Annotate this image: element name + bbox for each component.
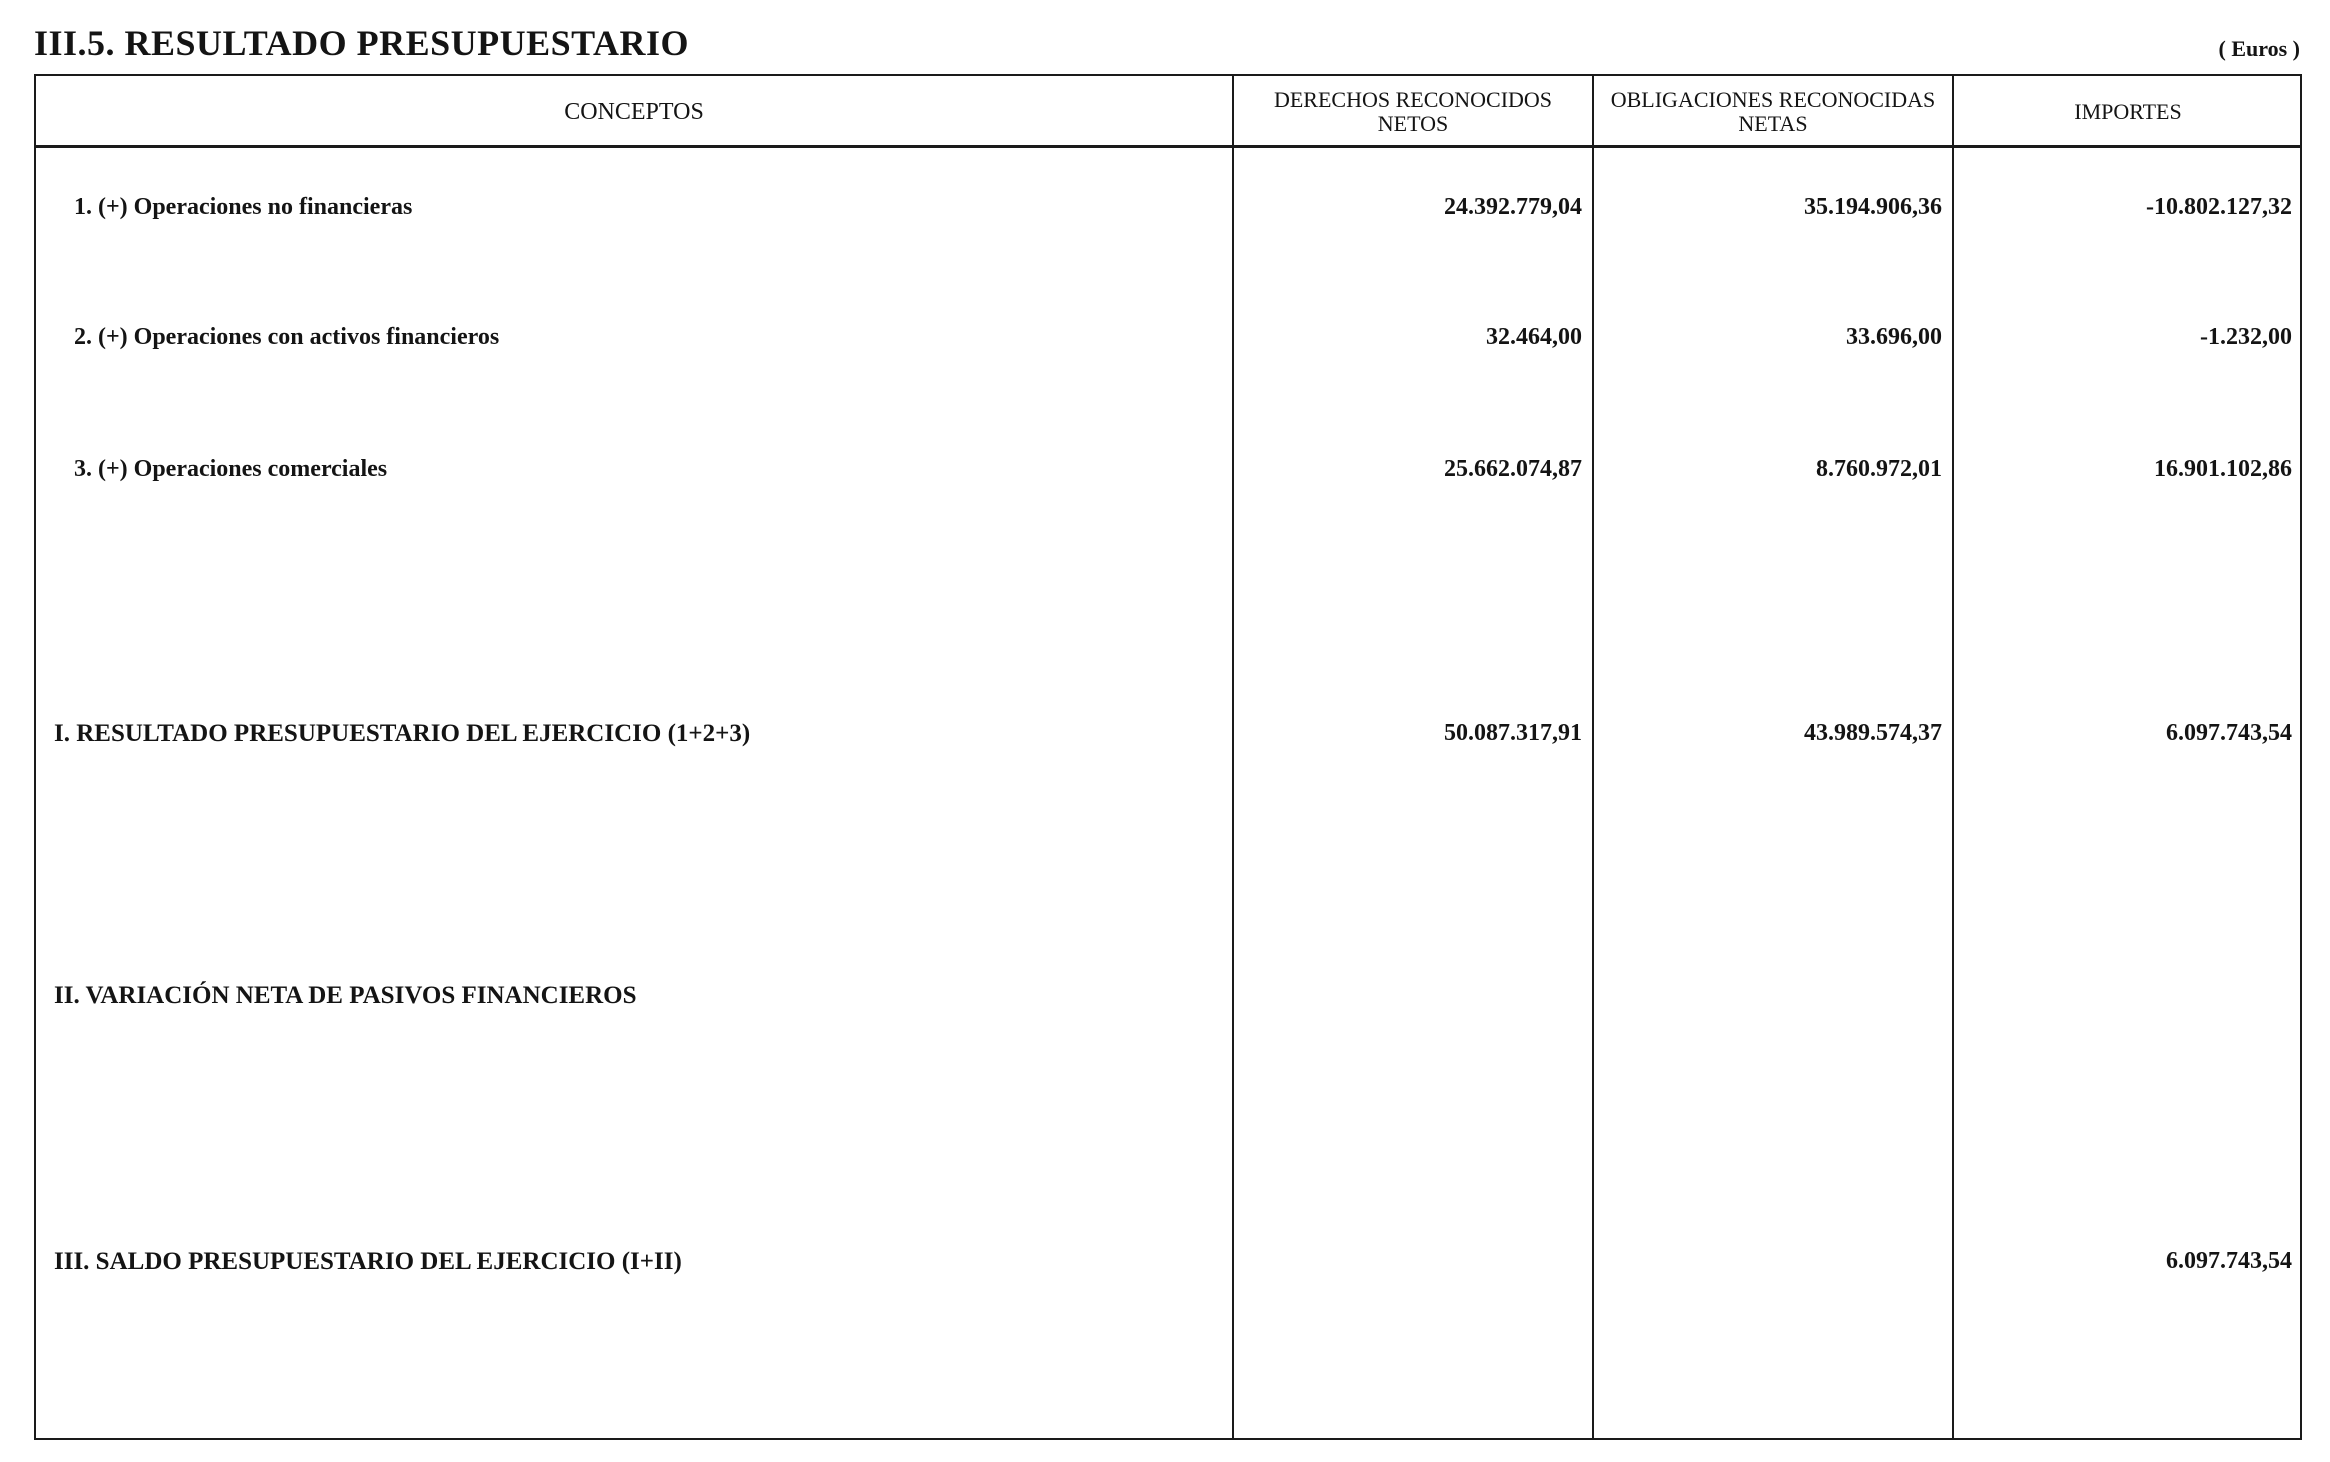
- concept-label: III. SALDO PRESUPUESTARIO DEL EJERCICIO (I+II): [54, 1248, 682, 1275]
- concept-label: 3. (+) Operaciones comerciales: [74, 456, 388, 482]
- column-header-derechos: [1234, 76, 1592, 148]
- table-row-total: [36, 1248, 2300, 1288]
- concept-label: I. RESULTADO PRESUPUESTARIO DEL EJERCICIO (1+2+3): [54, 720, 751, 747]
- obligaciones-value: 8.760.972,01: [1816, 456, 1942, 482]
- concept-label: 2. (+) Operaciones con activos financieros: [74, 324, 500, 350]
- importe-value: -10.802.127,32: [2146, 194, 2292, 220]
- table-row: [36, 324, 2300, 364]
- obligaciones-value: 35.194.906,36: [1804, 194, 1942, 220]
- importe-value: -1.232,00: [2200, 324, 2292, 350]
- importe-value: 16.901.102,86: [2154, 456, 2292, 482]
- column-header-obligaciones-label: OBLIGACIONES RECONOCIDAS NETAS: [1610, 87, 1936, 136]
- table-row-total: [36, 720, 2300, 760]
- concept-label: 1. (+) Operaciones no financieras: [74, 194, 413, 220]
- derechos-value: 24.392.779,04: [1444, 194, 1582, 220]
- obligaciones-value: 33.696,00: [1846, 324, 1942, 350]
- page-title: III.5. RESULTADO PRESUPUESTARIO: [34, 23, 689, 63]
- column-header-obligaciones: [1594, 76, 1952, 148]
- obligaciones-value: 43.989.574,37: [1804, 720, 1942, 746]
- table-header-row: [36, 76, 2300, 148]
- importe-value: 6.097.743,54: [2166, 1248, 2292, 1274]
- concept-label: II. VARIACIÓN NETA DE PASIVOS FINANCIEROS: [54, 982, 637, 1009]
- currency-unit-label: ( Euros ): [2218, 36, 2300, 61]
- table-row: [36, 456, 2300, 496]
- derechos-value: 32.464,00: [1486, 324, 1582, 350]
- derechos-value: 50.087.317,91: [1444, 720, 1582, 746]
- table-row: [36, 194, 2300, 234]
- column-header-importes: IMPORTES: [2074, 99, 2182, 124]
- derechos-value: 25.662.074,87: [1444, 456, 1582, 482]
- budget-result-table: [34, 74, 2302, 1440]
- column-header-conceptos: CONCEPTOS: [564, 99, 704, 125]
- column-header-derechos-label: DERECHOS RECONOCIDOS NETOS: [1273, 87, 1553, 136]
- table-row-total: [36, 982, 2300, 1022]
- importe-value: 6.097.743,54: [2166, 720, 2292, 746]
